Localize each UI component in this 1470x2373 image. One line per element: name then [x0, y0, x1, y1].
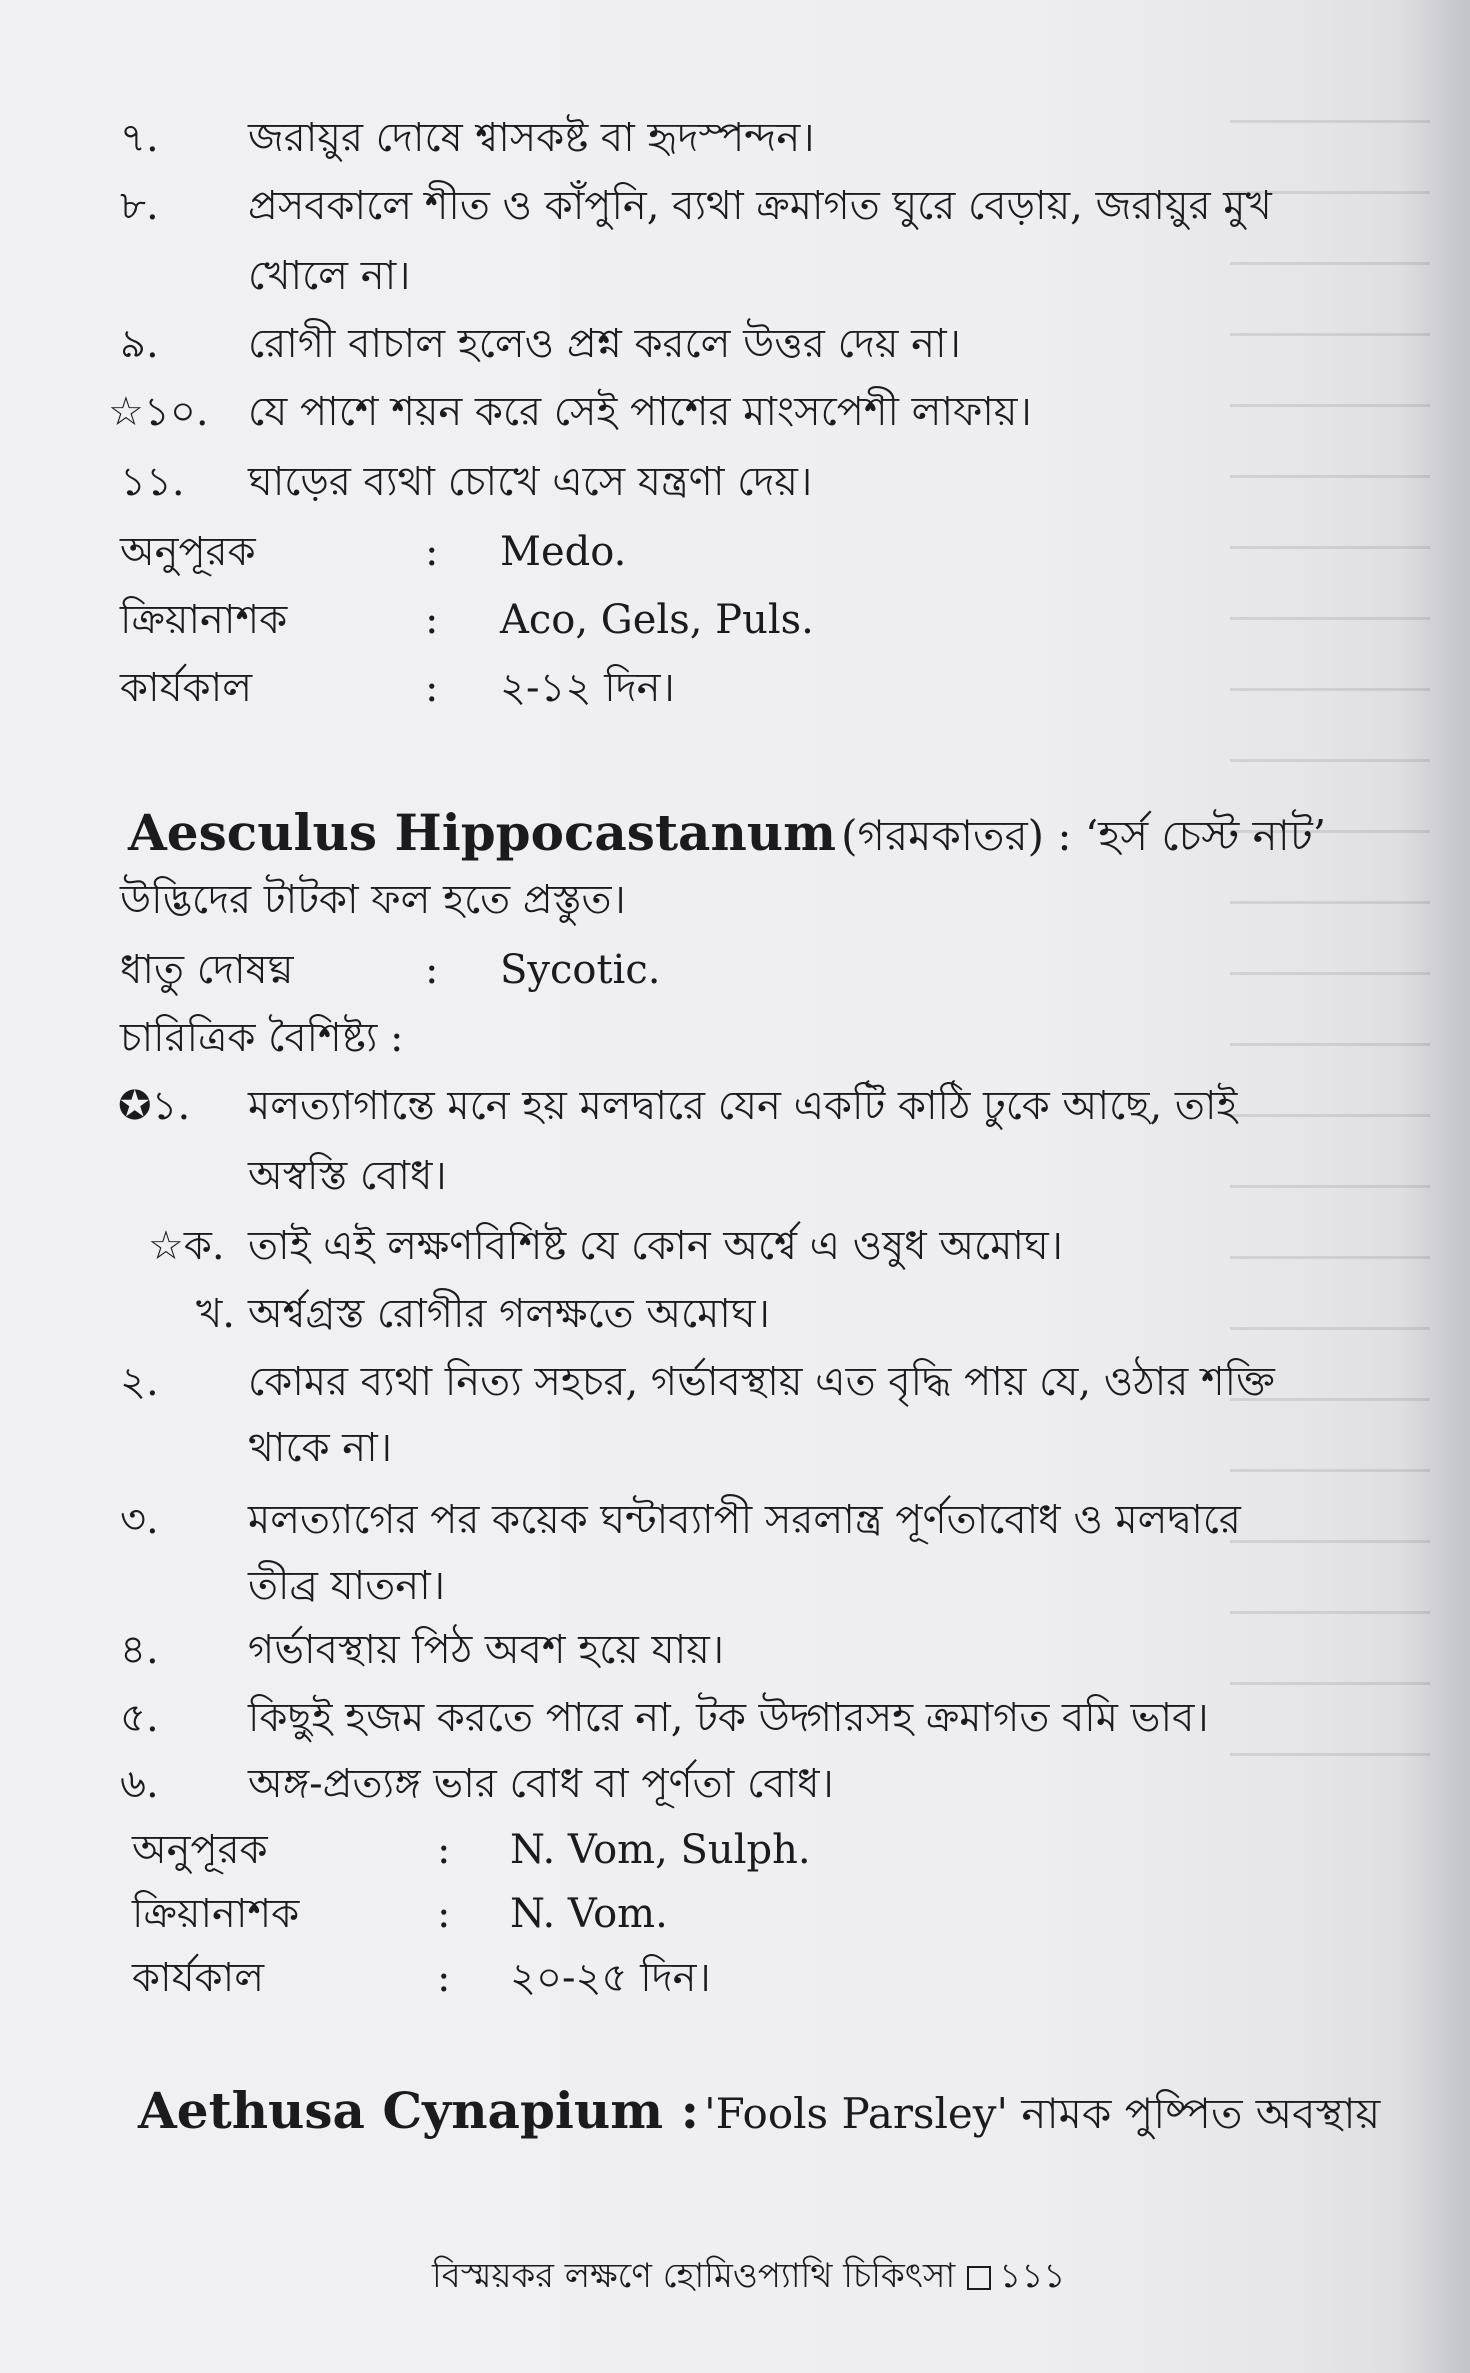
meta-value: ২০-২৫ দিন।	[510, 1955, 711, 2001]
meta-colon: :	[437, 1891, 451, 1937]
meta-colon: :	[437, 1827, 451, 1873]
item-text: তাই এই লক্ষণবিশিষ্ট যে কোন অর্শ্বে এ ওষুধ অমোঘ।	[248, 1223, 1063, 1269]
meta-label: কার্যকাল	[132, 1955, 265, 2001]
item-continuation: থাকে না।	[248, 1425, 393, 1471]
item-number: ১১.	[120, 459, 185, 505]
meta-colon: :	[425, 529, 439, 575]
meta-colon: :	[425, 947, 439, 993]
item-number: ৯.	[120, 321, 159, 367]
item-number: ৬.	[120, 1761, 159, 1807]
meta-value: Medo.	[500, 529, 627, 575]
item-number: ৩.	[120, 1497, 159, 1543]
meta-label: অনুপূরক	[120, 529, 256, 575]
item-number: ৪.	[120, 1627, 159, 1673]
item-number: ☆১০.	[108, 389, 209, 435]
item-text: মলত্যাগের পর কয়েক ঘন্টাব্যাপী সরলান্ত্র পূর্ণতাবোধ ও মলদ্বারে	[248, 1497, 1241, 1543]
remedy-heading	[128, 803, 1327, 862]
meta-colon: :	[425, 597, 439, 643]
item-continuation: অস্বস্তি বোধ।	[248, 1153, 447, 1199]
item-text: অঙ্গ-প্রত্যঙ্গ ভার বোধ বা পূর্ণতা বোধ।	[248, 1761, 834, 1807]
item-text: জরায়ুর দোষে শ্বাসকষ্ট বা হৃদস্পন্দন।	[248, 115, 815, 161]
item-text: অর্শ্বগ্রস্ত রোগীর গলক্ষতে অমোঘ।	[248, 1291, 770, 1337]
remedy-name: Aethusa Cynapium :	[138, 2081, 700, 2140]
item-text: কিছুই হজম করতে পারে না, টক উদ্গারসহ ক্রমাগত বমি ভাব।	[248, 1695, 1209, 1741]
item-number: ৮.	[120, 183, 159, 229]
meta-value: Sycotic.	[500, 947, 661, 993]
meta-label: ধাতু দোষঘ্ন	[120, 947, 294, 993]
page-number: ১১১	[999, 2256, 1066, 2296]
item-continuation: খোলে না।	[248, 253, 411, 299]
item-number: ৫.	[120, 1695, 159, 1741]
remedy-heading	[138, 2081, 1381, 2140]
meta-value: N. Vom.	[510, 1891, 668, 1937]
remedy-name: Aesculus Hippocastanum	[128, 803, 837, 862]
book-title: বিস্ময়কর লক্ষণে হোমিওপ্যাথি চিকিৎসা	[432, 2256, 956, 2296]
item-text: প্রসবকালে শীত ও কাঁপুনি, ব্যথা ক্রমাগত ঘুরে বেড়ায়, জরায়ুর মুখ	[248, 183, 1272, 229]
item-number: ৭.	[120, 115, 159, 161]
page-edge-shadow	[1400, 0, 1470, 2373]
item-number: ☆ক.	[148, 1223, 225, 1269]
meta-label: ক্রিয়ানাশক	[120, 597, 288, 643]
item-text: গর্ভাবস্থায় পিঠ অবশ হয়ে যায়।	[248, 1627, 725, 1673]
remedy-subtitle: (গরমকাতর) : ‘হর্স চেস্ট নাট’	[841, 811, 1327, 860]
item-text: ঘাড়ের ব্যথা চোখে এসে যন্ত্রণা দেয়।	[248, 459, 813, 505]
page-footer	[432, 2250, 1065, 2307]
item-number: খ.	[196, 1291, 235, 1337]
item-number: ২.	[120, 1359, 159, 1405]
meta-value: N. Vom, Sulph.	[510, 1827, 811, 1873]
item-text: কোমর ব্যথা নিত্য সহচর, গর্ভাবস্থায় এত বৃদ্ধি পায় যে, ওঠার শক্তি	[248, 1359, 1275, 1405]
item-text: রোগী বাচাল হলেও প্রশ্ন করলে উত্তর দেয় না।	[248, 321, 961, 367]
item-continuation: তীব্র যাতনা।	[248, 1563, 446, 1609]
meta-value: ২-১২ দিন।	[500, 665, 675, 711]
remedy-subtitle: 'Fools Parsley' নামক পুষ্পিত অবস্থায়	[704, 2089, 1381, 2138]
item-number: ✪১.	[118, 1083, 191, 1129]
item-text: যে পাশে শয়ন করে সেই পাশের মাংসপেশী লাফায়।	[248, 389, 1032, 435]
meta-colon: :	[425, 665, 439, 711]
meta-value: Aco, Gels, Puls.	[500, 597, 814, 643]
square-bullet-icon	[967, 2266, 991, 2290]
meta-label: অনুপূরক	[132, 1827, 268, 1873]
meta-label: ক্রিয়ানাশক	[132, 1891, 300, 1937]
item-text: মলত্যাগান্তে মনে হয় মলদ্বারে যেন একটি কাঠি ঢুকে আছে, তাই	[248, 1083, 1238, 1129]
meta-label: কার্যকাল	[120, 665, 253, 711]
meta-colon: :	[437, 1955, 451, 2001]
book-page: ৭. জরায়ুর দোষে শ্বাসকষ্ট বা হৃদস্পন্দন। ৮. প্রসবকালে শীত ও কাঁপুনি, ব্যথা ক্রমাগত ঘুরে বেড়ায়, জরায়ুর মুখ খোলে না। ৯. রোগী বাচাল হলেও প্রশ্ন করলে উত্তর দেয় না। ☆১০. যে পাশে শয়ন করে সেই পাশের মাংসপেশী লাফায়। ১১. ঘাড়ের ব্যথা চোখে এসে যন্ত্রণা দেয়। অনুপূরক : Medo. ক্রিয়ানাশক : Aco, Gels, Puls. কার্যকাল : ২-১২ দিন। Aesculus Hippocastanum (গরমকাতর) : ‘হর্স চেস্ট নাট’ উদ্ভিদের টাটকা ফল হতে প্রস্তুত। ধাতু দোষঘ্ন : Sycotic. চারিত্রিক বৈশিষ্ট্য : ✪১. মলত্যাগান্তে মনে হয় মলদ্বারে যেন একটি কাঠি ঢুকে আছে, তাই অস্বস্তি বোধ। ☆ক. তাই এই লক্ষণবিশিষ্ট যে কোন অর্শ্বে এ ওষুধ অমোঘ। খ. অর্শ্বগ্রস্ত রোগীর গলক্ষতে অমোঘ। ২. কোমর ব্যথা নিত্য সহচর, গর্ভাবস্থায় এত বৃদ্ধি পায় যে, ওঠার শক্তি থাকে না। ৩. মলত্যাগের পর কয়েক ঘন্টাব্যাপী সরলান্ত্র পূর্ণতাবোধ ও মলদ্বারে তীব্র যাতনা। ৪. গর্ভাবস্থায় পিঠ অবশ হয়ে যায়। ৫. কিছুই হজম করতে পারে না, টক উদ্গারসহ ক্রমাগত বমি ভাব। ৬. অঙ্গ-প্রত্যঙ্গ ভার বোধ বা পূর্ণতা বোধ। অনুপূরক : N. Vom, Sulph. ক্রিয়ানাশক : N. Vom. কার্যকাল : ২০-২৫ দিন। Aethusa Cynapium : 'Fools Parsley' নামক পুষ্পিত অবস্থায় বিস্ময়কর লক্ষণে হোমিওপ্যাথি চিকিৎসা ১১১	[0, 0, 1470, 2373]
